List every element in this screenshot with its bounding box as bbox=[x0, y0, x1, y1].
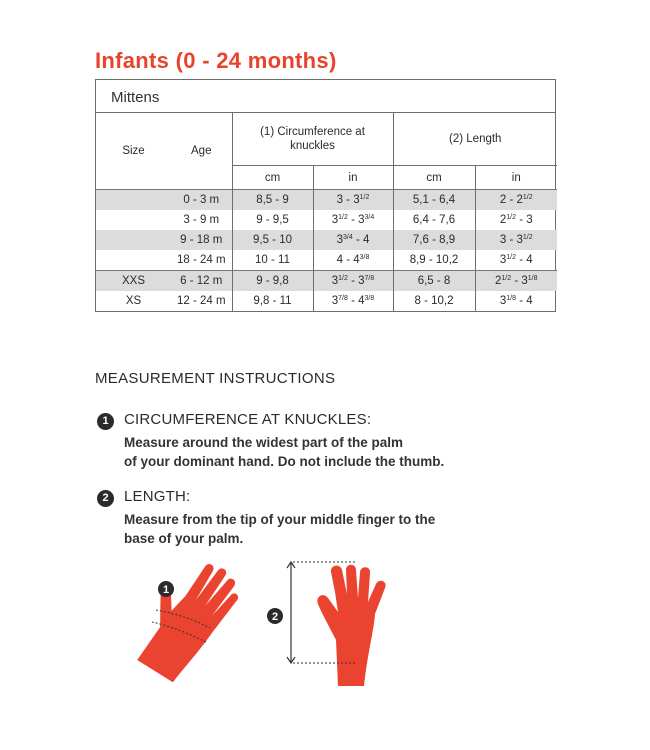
cell-size: XS bbox=[125, 295, 142, 307]
cell-circ-in: $3^{1/2} - 3^{3/4}$ bbox=[313, 210, 393, 230]
cell-size: XXS bbox=[96, 271, 171, 292]
cell-circ-in: $3^{7/8} - 4^{3/8}$ bbox=[313, 291, 393, 311]
cell-circ-in: $3^{1/2} - 3^{7/8}$ bbox=[313, 271, 393, 292]
step-heading: CIRCUMFERENCE AT KNUCKLES: bbox=[124, 411, 372, 428]
age-header: Age bbox=[191, 145, 212, 157]
cell-circ-in: $3^{3/4} - 4$ bbox=[313, 230, 393, 250]
table-row bbox=[96, 291, 557, 311]
instructions-title: MEASUREMENT INSTRUCTIONS bbox=[95, 370, 336, 387]
hand-2-icon bbox=[317, 565, 385, 686]
cell-len-in: $2^{1/2} - 3$ bbox=[475, 210, 557, 230]
cell-age: 12 - 24 m bbox=[176, 295, 226, 307]
table-row bbox=[96, 210, 557, 230]
cell-size bbox=[96, 250, 171, 271]
cell-circ-in: $3 - 3^{1/2}$ bbox=[313, 190, 393, 211]
cell-len-in: $3^{1/8} - 4$ bbox=[475, 291, 557, 311]
size-header: Size bbox=[122, 145, 145, 157]
hand-circumference-illustration bbox=[121, 550, 247, 688]
step-number-badge: 2 bbox=[97, 490, 114, 507]
cell-len-cm: 7,6 - 8,9 bbox=[393, 230, 475, 250]
circumference-header-text: (1) Circumference at knuckles bbox=[260, 126, 365, 152]
step-description-line: base of your palm. bbox=[124, 531, 244, 546]
cell-circ-cm: 8,5 - 9 bbox=[232, 190, 313, 211]
cell-circ-in: $4 - 4^{3/8}$ bbox=[313, 250, 393, 271]
cell-len-cm: 8 - 10,2 bbox=[393, 291, 475, 311]
page-title: Infants (0 - 24 months) bbox=[95, 48, 337, 73]
size-chart-table bbox=[95, 79, 556, 312]
cell-len-in: $3^{1/2} - 4$ bbox=[475, 250, 557, 271]
table-row bbox=[96, 250, 557, 271]
cell-circ-cm: 9 - 9,8 bbox=[232, 271, 313, 292]
cell-age: 6 - 12 m bbox=[171, 271, 232, 292]
circ-cm-header: cm bbox=[232, 166, 313, 190]
marker-2-label: 2 bbox=[271, 611, 279, 623]
step-description bbox=[124, 510, 435, 548]
cell-size bbox=[96, 210, 171, 230]
cell-len-cm: 8,9 - 10,2 bbox=[393, 250, 475, 271]
len-in-header: in bbox=[475, 166, 557, 190]
cell-circ-cm: 9 - 9,5 bbox=[232, 210, 313, 230]
table-row bbox=[96, 271, 557, 292]
step-description-line: Measure around the widest part of the palm bbox=[124, 435, 404, 450]
marker-1-label: 1 bbox=[162, 584, 170, 596]
len-cm-header: cm bbox=[393, 166, 475, 190]
hand-illustrations bbox=[0, 550, 650, 700]
cell-age: 0 - 3 m bbox=[171, 190, 232, 211]
step-description bbox=[124, 433, 444, 471]
cell-age: 18 - 24 m bbox=[176, 254, 226, 266]
cell-len-cm: 5,1 - 6,4 bbox=[393, 190, 475, 211]
circ-in-header: in bbox=[313, 166, 393, 190]
length-header: (2) Length bbox=[393, 113, 557, 166]
hand-length-illustration bbox=[267, 562, 386, 686]
hand-1-icon bbox=[121, 550, 247, 688]
step-heading: LENGTH: bbox=[124, 488, 191, 505]
step-description-line: of your dominant hand. Do not include the thumb. bbox=[124, 454, 445, 469]
cell-len-in: $2 - 2^{1/2}$ bbox=[475, 190, 557, 211]
table-row bbox=[96, 190, 557, 211]
product-name: Mittens bbox=[96, 80, 555, 113]
cell-size bbox=[96, 230, 171, 250]
cell-len-cm: 6,4 - 7,6 bbox=[393, 210, 475, 230]
size-table-grid bbox=[96, 113, 557, 311]
cell-size bbox=[96, 190, 171, 211]
cell-circ-cm: 10 - 11 bbox=[232, 250, 313, 271]
cell-len-in: $2^{1/2} - 3^{1/8}$ bbox=[475, 271, 557, 292]
step-number-badge: 1 bbox=[97, 413, 114, 430]
cell-age: 9 - 18 m bbox=[171, 230, 232, 250]
cell-len-in: $3 - 3^{1/2}$ bbox=[475, 230, 557, 250]
cell-age: 3 - 9 m bbox=[183, 214, 220, 226]
cell-circ-cm: 9,8 - 11 bbox=[232, 291, 313, 311]
cell-circ-cm: 9,5 - 10 bbox=[232, 230, 313, 250]
table-row bbox=[96, 230, 557, 250]
step-description-line: Measure from the tip of your middle finger to the bbox=[124, 512, 436, 527]
cell-len-cm: 6,5 - 8 bbox=[393, 271, 475, 292]
circumference-header bbox=[232, 113, 393, 166]
